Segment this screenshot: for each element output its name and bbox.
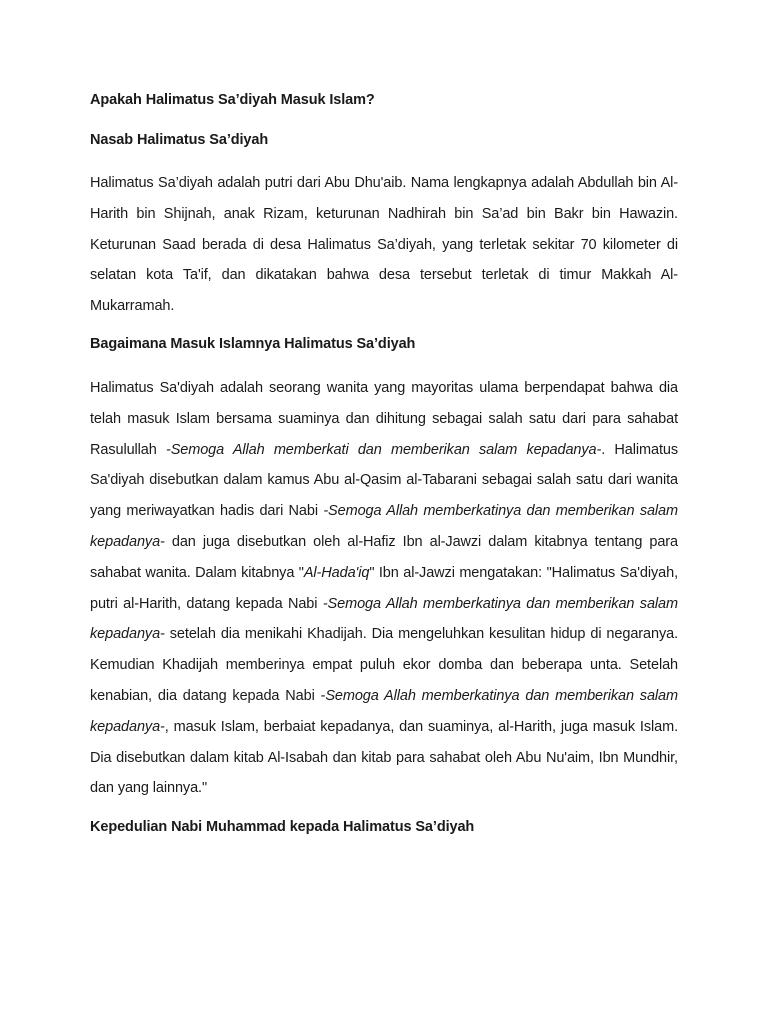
section-heading-kepedulian: Kepedulian Nabi Muhammad kepada Halimatus Sa’diyah: [90, 819, 475, 836]
paragraph-italic-phrase: -Semoga Allah memberkatinya dan memberikan salam kepadanya-: [90, 503, 678, 550]
paragraph-italic-phrase: -Semoga Allah memberkatinya dan memberikan salam kepadanya-: [90, 595, 678, 643]
paragraph-text: dan juga disebutkan oleh al-Hafiz Ibn al-Jawzi dalam kitabnya tentang para sahabat wanita. Dalam kitabnya ": [90, 533, 678, 581]
paragraph-nasab: Halimatus Sa’diyah adalah putri dari Abu Dhu'aib. Nama lengkapnya adalah Abdullah bin Al-Harith bin Shijnah, anak Rizam, keturunan Nadhirah bin Sa’ad bin Bakr bin Hawazin. Keturunan Saad berada di desa Halimatus Sa’diyah, yang terletak sekitar 70 kilometer di selatan kota Ta'if, dan dikatakan bahwa desa tersebut terletak di timur Makkah Al-Mukarramah.: [90, 175, 678, 315]
section-heading-nasab: Nasab Halimatus Sa’diyah: [90, 132, 269, 148]
document-page: [90, 90, 678, 837]
paragraph-italic-phrase: Semoga Allah memberkatinya dan memberikan salam kepadanya-: [90, 687, 678, 735]
paragraph-italic-phrase: Al-Hada'iq: [303, 564, 370, 581]
document-title: Apakah Halimatus Sa’diyah Masuk Islam?: [90, 92, 375, 108]
paragraph-text: Halimatus Sa'diyah adalah seorang wanita yang mayoritas ulama berpendapat bahwa dia telah masuk Islam bersama suaminya dan dihitung sebagai salah satu dari para sahabat Rasulullah: [90, 379, 678, 458]
paragraph-italic-phrase: -Semoga Allah memberkati dan memberikan salam kepadanya-: [165, 441, 602, 458]
paragraph-bagaimana: [90, 373, 678, 804]
paragraph-text: . Halimatus Sa'diyah disebutkan dalam kamus Abu al-Qasim al-Tabarani sebagai salah satu dari wanita yang meriwayatkan hadis dari Nabi: [90, 441, 678, 520]
paragraph-text: setelah dia menikahi Khadijah. Dia mengeluhkan kesulitan hidup di negaranya. Kemudian Khadijah memberinya empat puluh ekor domba dan beberapa unta. Setelah kenabian, dia datang kepada Nabi -: [90, 626, 678, 704]
section-heading-bagaimana: Bagaimana Masuk Islamnya Halimatus Sa’diyah: [90, 335, 416, 352]
paragraph-text: , masuk Islam, berbaiat kepadanya, dan suaminya, al-Harith, juga masuk Islam. Dia disebutkan dalam kitab Al-Isabah dan kitab para sahabat oleh Abu Nu'aim, Ibn Mundhir, dan yang lainnya.": [90, 718, 678, 797]
paragraph-text: " Ibn al-Jawzi mengatakan: "Halimatus Sa'diyah, putri al-Harith, datang kepada Nabi: [90, 564, 678, 612]
